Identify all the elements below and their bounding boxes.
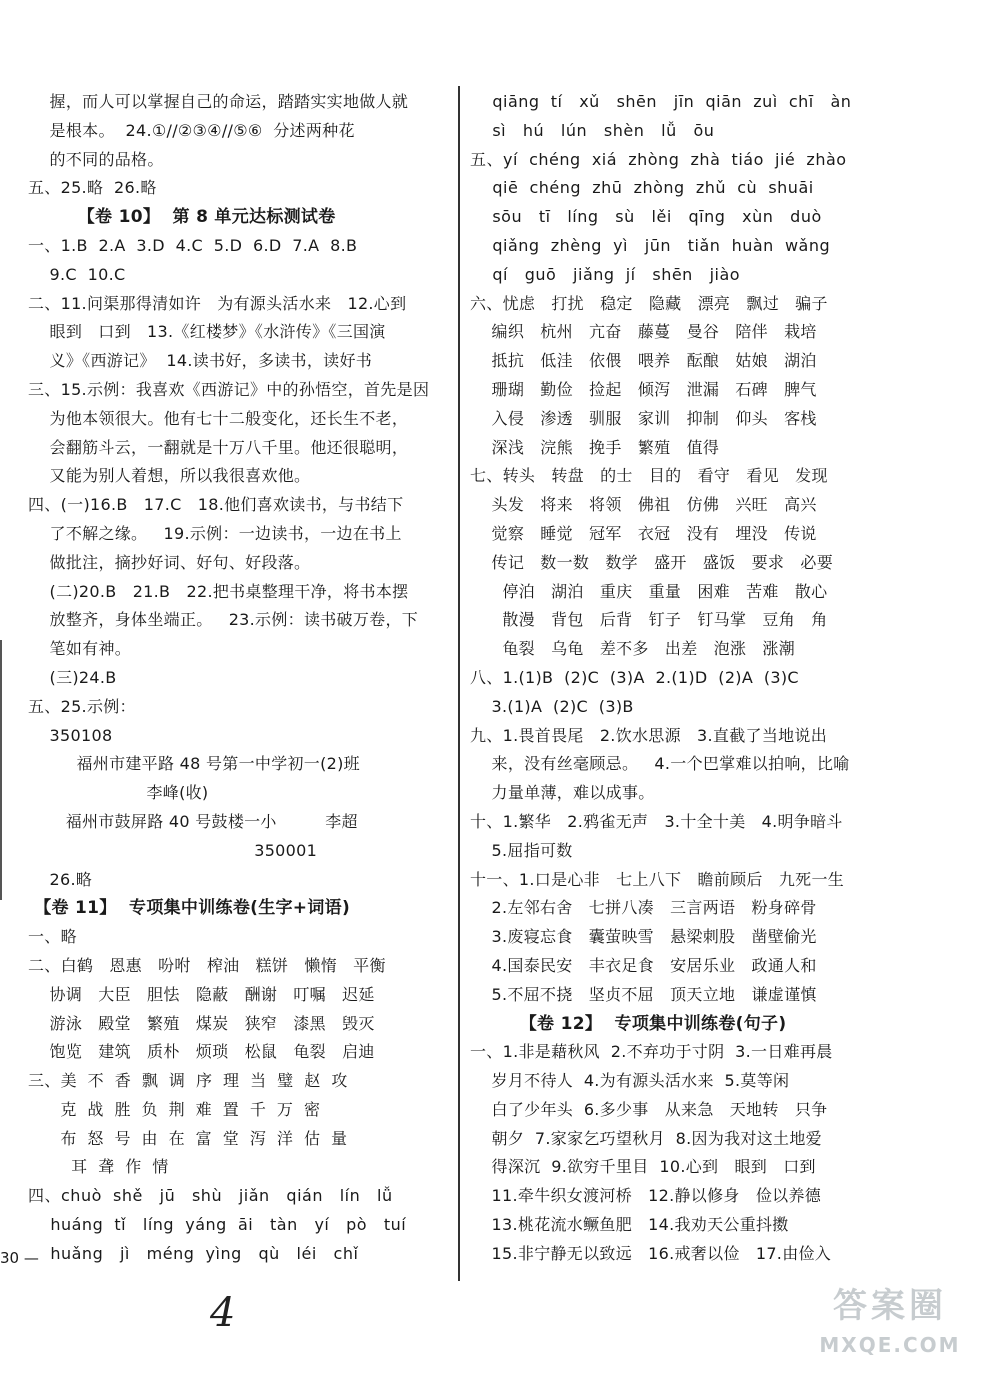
answer-line: 力量单薄，难以成事。 <box>470 783 655 803</box>
answer-line: 十、1.繁华 2.鸦雀无声 3.十全十美 4.明争暗斗 <box>470 811 843 831</box>
section-heading: 【卷 11】 专项集中训练卷(生字+词语) <box>28 898 351 919</box>
answer-line: 十一、1.口是心非 七上八下 瞻前顾后 九死一生 <box>470 869 845 889</box>
answer-line: 五、25.示例： <box>28 696 136 716</box>
answer-line: 九、1.畏首畏尾 2.饮水思源 3.直截了当地说出 <box>470 725 828 745</box>
section-heading: 【卷 10】 第 8 单元达标测试卷 <box>28 207 336 228</box>
pinyin-line: qiǎng zhèng yì jūn tiǎn huàn wǎng <box>470 235 831 255</box>
watermark-logo <box>790 1278 990 1373</box>
answer-line: 5.屈指可数 <box>470 840 573 860</box>
answer-line: 是根本。 24.①//②③④//⑤⑥ 分述两种花 <box>28 120 355 140</box>
answer-line: 的不同的品格。 <box>28 149 164 169</box>
answer-line: 头发 将来 将领 佛祖 仿佛 兴旺 高兴 <box>470 495 817 515</box>
answer-line: 抵抗 低洼 依偎 喂养 酝酿 姑娘 湖泊 <box>470 351 817 371</box>
answer-line: 停泊 湖泊 重庆 重量 困难 苦难 散心 <box>470 581 828 601</box>
answer-line: 龟裂 乌龟 差不多 出差 泡涨 涨潮 <box>470 639 796 659</box>
answer-line: 11.牵牛织女渡河桥 12.静以修身 俭以养德 <box>470 1186 822 1206</box>
right-column <box>470 88 970 1269</box>
answer-line: 3.(1)A (2)C (3)B <box>470 696 634 716</box>
pinyin-line: huáng tǐ líng yáng āi tàn yí pò tuí <box>28 1215 407 1235</box>
pinyin-line: sì hú lún shèn lǚ ōu <box>470 120 715 140</box>
answer-line: 编织 杭州 亢奋 藤蔓 曼谷 陪伴 栽培 <box>470 322 817 342</box>
answer-line: 26.略 <box>28 869 93 889</box>
answer-line: 协调 大臣 胆怯 隐蔽 酬谢 叮嘱 迟延 <box>28 984 375 1004</box>
answer-line: 义》《西游记》 14.读书好，多读书，读好书 <box>28 351 373 371</box>
answer-line: 一、1.B 2.A 3.D 4.C 5.D 6.D 7.A 8.B <box>28 235 358 255</box>
section-heading: 【卷 12】 专项集中训练卷(句子) <box>470 1013 787 1034</box>
answer-line: 一、略 <box>28 927 77 947</box>
answer-line: 克 战 胜 负 荆 难 置 千 万 密 <box>28 1099 321 1119</box>
answer-line: 三、15.示例：我喜欢《西游记》中的孙悟空，首先是因 <box>28 379 430 399</box>
answer-line: 了不解之缘。 19.示例：一边读书，一边在书上 <box>28 523 402 543</box>
watermark-url: MXQE.COM <box>819 1333 961 1357</box>
answer-line: 八、1.(1)B (2)C (3)A 2.(1)D (2)A (3)C <box>470 667 799 687</box>
answer-line: 觉察 睡觉 冠军 衣冠 没有 埋没 传说 <box>470 523 817 543</box>
answer-line: 得深沉 9.欲穷千里目 10.心到 眼到 口到 <box>470 1157 816 1177</box>
pinyin-line: huǎng jì méng yìng qù léi chǐ <box>28 1243 359 1263</box>
answer-line: 游泳 殿堂 繁殖 煤炭 狭窄 漆黑 毁灭 <box>28 1013 375 1033</box>
answer-line: 耳 聋 作 情 <box>28 1157 169 1177</box>
answer-line: 2.左邻右舍 七拼八凑 三言两语 粉身碎骨 <box>470 898 817 918</box>
answer-line: 一、1.非是藉秋风 2.不弃功于寸阴 3.一日难再晨 <box>470 1042 833 1062</box>
answer-line: 4.国泰民安 丰衣足食 安居乐业 政通人和 <box>470 955 817 975</box>
answer-line: 笔如有神。 <box>28 639 132 659</box>
answer-line: 布 怒 号 由 在 富 堂 泻 洋 估 量 <box>28 1128 348 1148</box>
pinyin-line: qiāng tí xǔ shēn jīn qiān zuì chī àn <box>470 92 852 111</box>
answer-line: 饱览 建筑 质朴 烦琐 松鼠 龟裂 启迪 <box>28 1042 375 1062</box>
answer-line: 五、25.略 26.略 <box>28 178 157 198</box>
pinyin-line: qí guō jiǎng jí shēn jiào <box>470 264 741 284</box>
page-number: 30 — <box>0 1249 39 1267</box>
binding-edge-mark <box>0 640 2 900</box>
answer-line: 放整齐，身体坐端正。 23.示例：读书破万卷，下 <box>28 610 419 630</box>
column-divider <box>458 86 460 1281</box>
answer-line: 二、白鹤 恩惠 吩咐 榨油 糕饼 懒惰 平衡 <box>28 955 386 975</box>
pinyin-line: 五、yí chéng xiá zhòng zhà tiáo jié zhào <box>470 149 847 169</box>
answer-line: 为他本领很大。他有七十二般变化，还长生不老， <box>28 408 409 428</box>
pinyin-line: qiē chéng zhū zhòng zhǔ cù shuāi <box>470 178 814 198</box>
answer-line: 入侵 渗透 驯服 家训 抑制 仰头 客栈 <box>470 408 817 428</box>
answer-line: 朝夕 7.家家乞巧望秋月 8.因为我对这土地爱 <box>470 1128 822 1148</box>
answer-line: 二、11.问渠那得清如许 为有源头活水来 12.心到 <box>28 293 407 313</box>
left-column <box>28 88 448 1269</box>
answer-line: 350108 <box>28 725 113 745</box>
answer-line: 9.C 10.C <box>28 264 126 284</box>
answer-line: 六、忧虑 打扰 稳定 隐藏 漂亮 飘过 骗子 <box>470 293 828 313</box>
answer-line: 会翻筋斗云，一翻就是十万八千里。他还很聪明， <box>28 437 409 457</box>
answer-line: 350001 <box>28 840 318 860</box>
answer-line: 四、(一)16.B 17.C 18.他们喜欢读书，与书结下 <box>28 495 404 515</box>
answer-line: 传记 数一数 数学 盛开 盛饭 要求 必要 <box>470 552 833 572</box>
answer-line: 来，没有丝毫顾忌。 4.一个巴掌难以拍响，比喻 <box>470 754 850 774</box>
handwritten-mark: 4 <box>210 1290 236 1336</box>
answer-line: 深浅 浣熊 挽手 繁殖 值得 <box>470 437 720 457</box>
pinyin-line: 四、chuò shě jū shù jiǎn qián lín lǚ <box>28 1186 393 1206</box>
answer-line: 福州市建平路 48 号第一中学初一(2)班 <box>28 754 360 774</box>
answer-line: 李峰(收) <box>28 783 209 803</box>
answer-line: 15.非宁静无以致远 16.戒奢以俭 17.由俭入 <box>470 1243 832 1263</box>
answer-line: 散漫 背包 后背 钉子 钉马掌 豆角 角 <box>470 610 828 630</box>
answer-line: 做批注，摘抄好词、好句、好段落。 <box>28 552 311 572</box>
answer-line: 握，而人可以掌握自己的命运，踏踏实实地做人就 <box>28 92 409 111</box>
watermark-title: 答案圈 <box>833 1286 947 1326</box>
answer-line: 3.废寝忘食 囊萤映雪 悬梁刺股 凿壁偷光 <box>470 927 817 947</box>
pinyin-line: sōu tī líng sù lěi qīng xùn duò <box>470 207 822 227</box>
answer-line: 5.不屈不挠 坚贞不屈 顶天立地 谦虚谨慎 <box>470 984 817 1004</box>
answer-line: 福州市鼓屏路 40 号鼓楼一小 李超 <box>28 811 358 831</box>
answer-line: 三、美 不 香 飘 调 序 理 当 璧 赵 攻 <box>28 1071 348 1091</box>
answer-line: 13.桃花流水鳜鱼肥 14.我劝天公重抖擞 <box>470 1215 789 1235</box>
answer-line: (二)20.B 21.B 22.把书桌整理干净，将书本摆 <box>28 581 409 601</box>
answer-line: (三)24.B <box>28 667 117 687</box>
answer-line: 珊瑚 勤俭 捡起 倾泻 泄漏 石碑 脾气 <box>470 379 817 399</box>
answer-line: 白了少年头 6.多少事 从来急 天地转 只争 <box>470 1099 828 1119</box>
answer-line: 七、转头 转盘 的士 目的 看守 看见 发现 <box>470 466 828 486</box>
answer-line: 眼到 口到 13.《红楼梦》《水浒传》《三国演 <box>28 322 386 342</box>
answer-line: 又能为别人着想，所以我很喜欢他。 <box>28 466 311 486</box>
answer-line: 岁月不待人 4.为有源头活水来 5.莫等闲 <box>470 1071 790 1091</box>
